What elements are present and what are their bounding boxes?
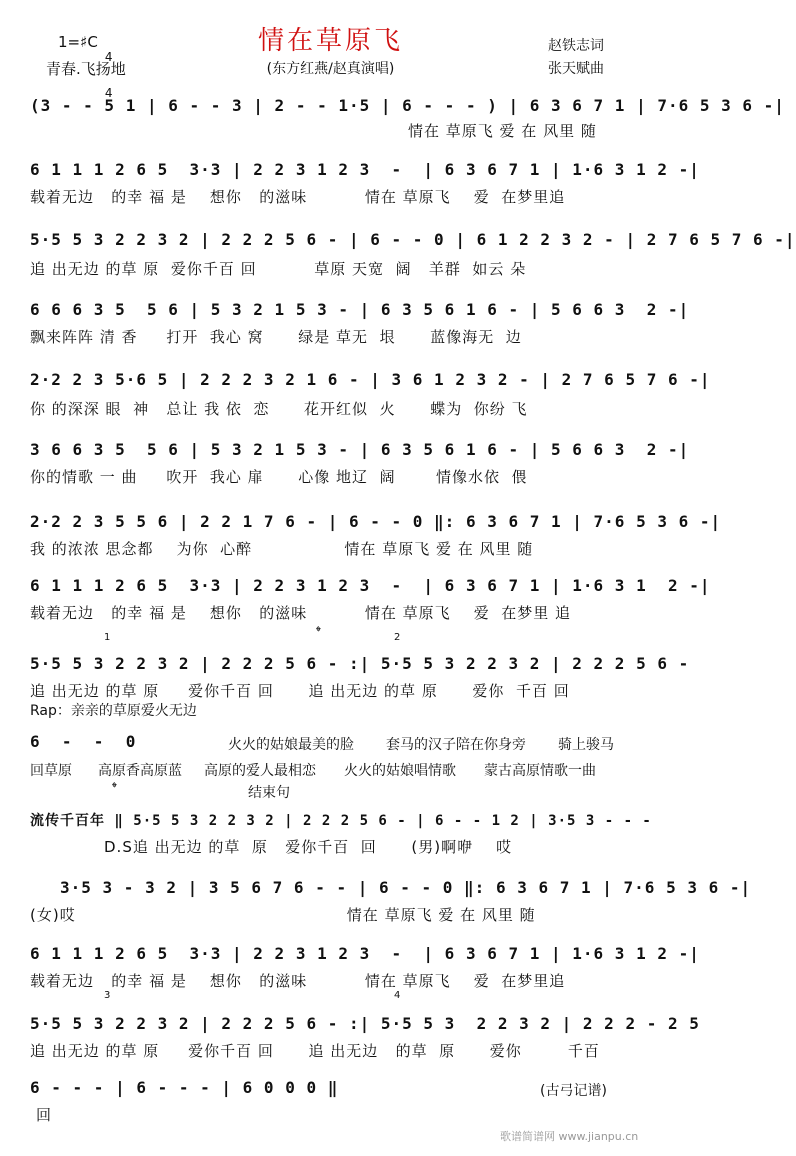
notation-row-12: 3·5 3 - 3 2 | 3 5 6 7 6 - - | 6 - - 0 ‖: 6 3 6 7 1 | 7·6 5 3 6 -| [60,878,752,897]
lyric-row-8: 载着无边 的幸 福 是 想你 的滋味 情在 草原飞 爱 在梦里 追 [30,604,572,622]
notation-row-11: 流传千百年 ‖ 5·5 5 3 2 2 3 2 | 2 2 2 5 6 - | 6 - - 1 2 | 3·5 3 - - - [30,813,652,829]
lyric-row-10: 回草原 [30,763,72,779]
volta-1: 1 [104,632,111,643]
lyric-row-12: (女)哎 情在 草原飞 爱 在 风里 随 [30,906,536,924]
rap-line2-d: 蒙古高原情歌一曲 [484,763,596,779]
lyric-row-6: 你的情歌 一 曲 吹开 我心 扉 心像 地辽 阔 情像水依 偎 [30,468,528,486]
notation-row-6: 3 6 6 3 5 5 6 | 5 3 2 1 5 3 - | 6 3 5 6 1 6 - | 5 6 6 3 2 -| [30,440,690,459]
notation-row-7: 2·2 2 3 5 5 6 | 2 2 1 7 6 - | 6 - - 0 ‖: 6 3 6 7 1 | 7·6 5 3 6 -| [30,512,722,531]
notation-row-8: 6 1 1 1 2 6 5 3·3 | 2 2 3 1 2 3 - | 6 3 6 7 1 | 1·6 3 1 2 -| [30,576,711,595]
site-watermark: 歌谱简谱网 www.jianpu.cn [500,1130,639,1143]
rap-line2-a: 高原香高原蓝 [98,763,182,779]
key-signature: 1=♯C [58,33,98,51]
notation-row-10: 6 - - 0 [30,732,137,751]
lyric-row-14: 追 出无边 的草 原 爱你千百 回 追 出无边 的草 原 爱你 千百 [30,1042,600,1060]
meter-bottom: 4 [104,86,113,100]
coda-mark-1: 𝄌 [316,624,321,640]
recorder-credit: (古弓记谱) [540,1083,607,1099]
volta-2: 2 [394,632,401,643]
rap-intro: Rap：亲亲的草原爱火无边 [30,703,197,719]
lyric-row-15: 回 [36,1106,53,1124]
lyric-row-9: 追 出无边 的草 原 爱你千百 回 追 出无边 的草 原 爱你 千百 回 [30,682,570,700]
rap-line1-a: 火火的姑娘最美的脸 [228,737,354,753]
ending-label: 结束句 [248,785,290,801]
notation-row-13: 6 1 1 1 2 6 5 3·3 | 2 2 3 1 2 3 - | 6 3 6 7 1 | 1·6 3 1 2 -| [30,944,700,963]
composer: 张天赋曲 [548,61,604,77]
notation-row-9: 5·5 5 3 2 2 3 2 | 2 2 2 5 6 - :| 5·5 5 3 2 2 3 2 | 2 2 2 5 6 - [30,654,690,673]
notation-row-3: 5·5 5 3 2 2 3 2 | 2 2 2 5 6 - | 6 - - 0 | 6 1 2 2 3 2 - | 2 7 6 5 7 6 -| [30,230,796,249]
rap-line2-c: 火火的姑娘唱情歌 [344,763,456,779]
lyric-row-4: 飘来阵阵 清 香 打开 我心 窝 绿是 草无 垠 蓝像海无 边 [30,328,522,346]
notation-row-2: 6 1 1 1 2 6 5 3·3 | 2 2 3 1 2 3 - | 6 3 6 7 1 | 1·6 3 1 2 -| [30,160,700,179]
lyric-row-2: 载着无边 的幸 福 是 想你 的滋味 情在 草原飞 爱 在梦里追 [30,188,566,206]
lyric-row-7: 我 的浓浓 思念都 为你 心醉 情在 草原飞 爱 在 风里 随 [30,540,534,558]
meter-top: 4 [104,50,113,64]
notation-row-15: 6 - - - | 6 - - - | 6 0 0 0 ‖ [30,1078,339,1097]
lyric-row-1: 情在 草原飞 爱 在 风里 随 [408,122,597,140]
lyric-row-3: 追 出无边 的草 原 爱你千百 回 草原 天宽 阔 羊群 如云 朵 [30,260,527,278]
volta-4: 4 [394,990,401,1001]
notation-row-1: (3 - - 5 1 | 6 - - 3 | 2 - - 1·5 | 6 - - - ) | 6 3 6 7 1 | 7·6 5 3 6 -| [30,96,785,115]
lyricist: 赵铁志词 [548,38,604,54]
lyric-row-11: D.S追 出无边 的草 原 爱你千百 回 (男)啊咿 哎 [104,838,513,856]
song-title: 情在草原飞 [257,26,403,56]
rap-line1-c: 骑上骏马 [558,737,614,753]
album-name: 青春.飞扬地 [46,60,126,78]
performers: (东方红燕/赵真演唱) [266,61,395,77]
rap-line1-b: 套马的汉子陪在你身旁 [386,737,526,753]
notation-row-4: 6 6 6 3 5 5 6 | 5 3 2 1 5 3 - | 6 3 5 6 1 6 - | 5 6 6 3 2 -| [30,300,690,319]
notation-row-14: 5·5 5 3 2 2 3 2 | 2 2 2 5 6 - :| 5·5 5 3 2 2 3 2 | 2 2 2 - 2 5 [30,1014,700,1033]
lyric-row-5: 你 的深深 眼 神 总让 我 依 恋 花开红似 火 蝶为 你纷 飞 [30,400,528,418]
notation-row-5: 2·2 2 3 5·6 5 | 2 2 2 3 2 1 6 - | 3 6 1 2 3 2 - | 2 7 6 5 7 6 -| [30,370,711,389]
rap-line2-b: 高原的爱人最相恋 [204,763,316,779]
lyric-row-13: 载着无边 的幸 福 是 想你 的滋味 情在 草原飞 爱 在梦里追 [30,972,566,990]
volta-3: 3 [104,990,111,1001]
coda-mark-2: 𝄌 [112,780,117,796]
